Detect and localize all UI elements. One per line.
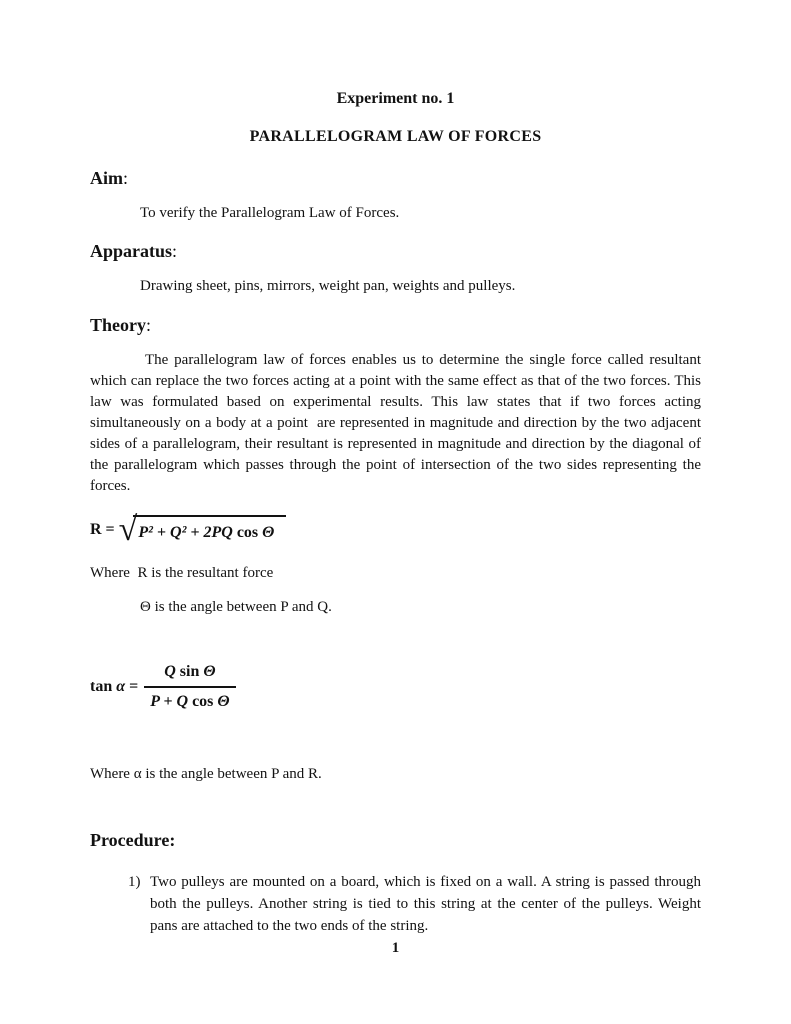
radical-expression (118, 511, 287, 548)
theory-heading (90, 314, 701, 336)
equals-sign: = (125, 678, 139, 695)
fraction-numerator (144, 662, 235, 688)
numerator-angle: Θ (203, 663, 216, 680)
radicand-cos: cos (236, 524, 263, 541)
theory-heading-label: Theory (90, 315, 146, 335)
fraction (144, 662, 235, 712)
procedure-step-text: Two pulleys are mounted on a board, which is fixed on a wall. A string is passed through both the pulleys. Another string is tied to this string at the center of the pulleys. Weight pans are attached to the two ends of the string. (150, 874, 701, 934)
apparatus-heading (90, 240, 701, 262)
apparatus-heading-label: Apparatus (90, 241, 173, 261)
resultant-formula-lhs: R = (90, 521, 115, 538)
document-heading: PARALLELOGRAM LAW OF FORCES (249, 128, 542, 145)
page-number: 1 (391, 940, 400, 956)
aim-heading-colon: : (123, 168, 129, 188)
procedure-step-1 (90, 871, 701, 937)
radicand (133, 515, 286, 545)
tangent-where-note: Where α is the angle between P and R. (90, 766, 322, 782)
theta-definition-note: Θ is the angle between P and Q. (140, 599, 332, 615)
radical-sign: √ (118, 511, 138, 548)
apparatus-heading-colon: : (172, 241, 178, 261)
apparatus-text: Drawing sheet, pins, mirrors, weight pan, weights and pulleys. (140, 278, 516, 294)
aim-text: To verify the Parallelogram Law of Forces. (140, 205, 400, 221)
aim-heading (90, 167, 701, 189)
fraction-denominator (144, 688, 235, 712)
experiment-title: Experiment no. 1 (336, 90, 455, 107)
radicand-terms: P² + Q² + 2PQ (138, 524, 237, 541)
tangent-formula (90, 662, 701, 712)
tangent-formula-lhs (90, 677, 138, 697)
denominator-terms: P + Q (150, 693, 193, 710)
denominator-angle: Θ (217, 693, 230, 710)
denominator-cos: cos (192, 693, 218, 710)
resultant-where-note: Where R is the resultant force (90, 565, 274, 581)
theory-paragraph: The parallelogram law of forces enables us to determine the single force called resultant which can replace the two forces acting at a point with the same effect as that of the two forces. This law was formulated based on experimental results. This law states that if two forces acting simultaneously on a body at a point are represented in magnitude and direction by the two adjacent sides of a parallelogram, their resultant is represented in magnitude and direction by the diagonal of the parallelogram which passes through the point of intersection of the two sides representing the forces. (90, 352, 701, 494)
procedure-heading: Procedure: (90, 830, 176, 850)
numerator-sin: sin (179, 663, 204, 680)
numerator-q: Q (164, 663, 180, 680)
radicand-angle: Θ (262, 524, 275, 541)
alpha-variable: α (116, 678, 126, 695)
procedure-step-marker: 1) (128, 874, 141, 890)
tan-function: tan (90, 678, 117, 695)
resultant-formula (90, 511, 701, 548)
aim-heading-label: Aim (90, 168, 123, 188)
theory-heading-colon: : (146, 315, 152, 335)
